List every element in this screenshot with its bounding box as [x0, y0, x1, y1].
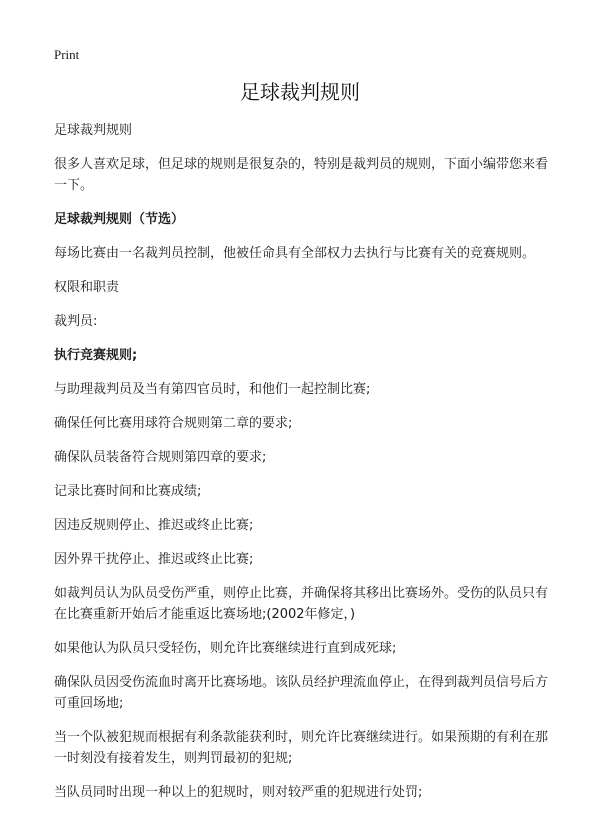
- document-title: 足球裁判规则: [240, 80, 360, 104]
- paragraph: 每场比赛由一名裁判员控制，他被任命具有全部权力去执行与比赛有关的竞赛规则。: [54, 246, 536, 261]
- paragraph: 确保队员因受伤流血时离开比赛场地。该队员经护理流血停止，在得到裁判员信号后方可重回场地;: [54, 675, 549, 711]
- paragraph: 足球裁判规则: [54, 123, 133, 138]
- paragraph: 如裁判员认为队员受伤严重，则停止比赛，并确保将其移出比赛场外。受伤的队员只有在比赛重新开始后才能重返比赛场地;(2002年修定，): [54, 586, 549, 622]
- paragraph: 裁判员:: [54, 314, 98, 329]
- paragraph: 当队员同时出现一种以上的犯规时，则对较严重的犯规进行处罚;: [54, 785, 423, 800]
- paragraph: 权限和职责: [54, 280, 120, 295]
- section-heading: 执行竞赛规则;: [54, 348, 138, 363]
- document-body: [54, 120, 554, 816]
- paragraph: 记录比赛时间和比赛成绩;: [54, 484, 202, 499]
- section-heading: 足球裁判规则（节选）: [54, 212, 185, 227]
- paragraph: 确保队员装备符合规则第四章的要求;: [54, 450, 267, 465]
- paragraph: 因外界干扰停止、推迟或终止比赛;: [54, 552, 254, 567]
- paragraph: 当一个队被犯规而根据有利条款能获利时，则允许比赛继续进行。如果预期的有利在那一时刻没有接着发生，则判罚最初的犯规;: [54, 730, 549, 766]
- paragraph: 如果他认为队员只受轻伤，则允许比赛继续进行直到成死球;: [54, 641, 397, 656]
- paragraph: 因违反规则停止、推迟或终止比赛;: [54, 518, 254, 533]
- print-link[interactable]: Print: [54, 47, 80, 62]
- paragraph: 确保任何比赛用球符合规则第二章的要求;: [54, 416, 293, 431]
- paragraph: 与助理裁判员及当有第四官员时，和他们一起控制比赛;: [54, 382, 371, 397]
- paragraph: 很多人喜欢足球，但足球的规则是很复杂的，特别是裁判员的规则，下面小编带您来看一下。: [54, 157, 549, 193]
